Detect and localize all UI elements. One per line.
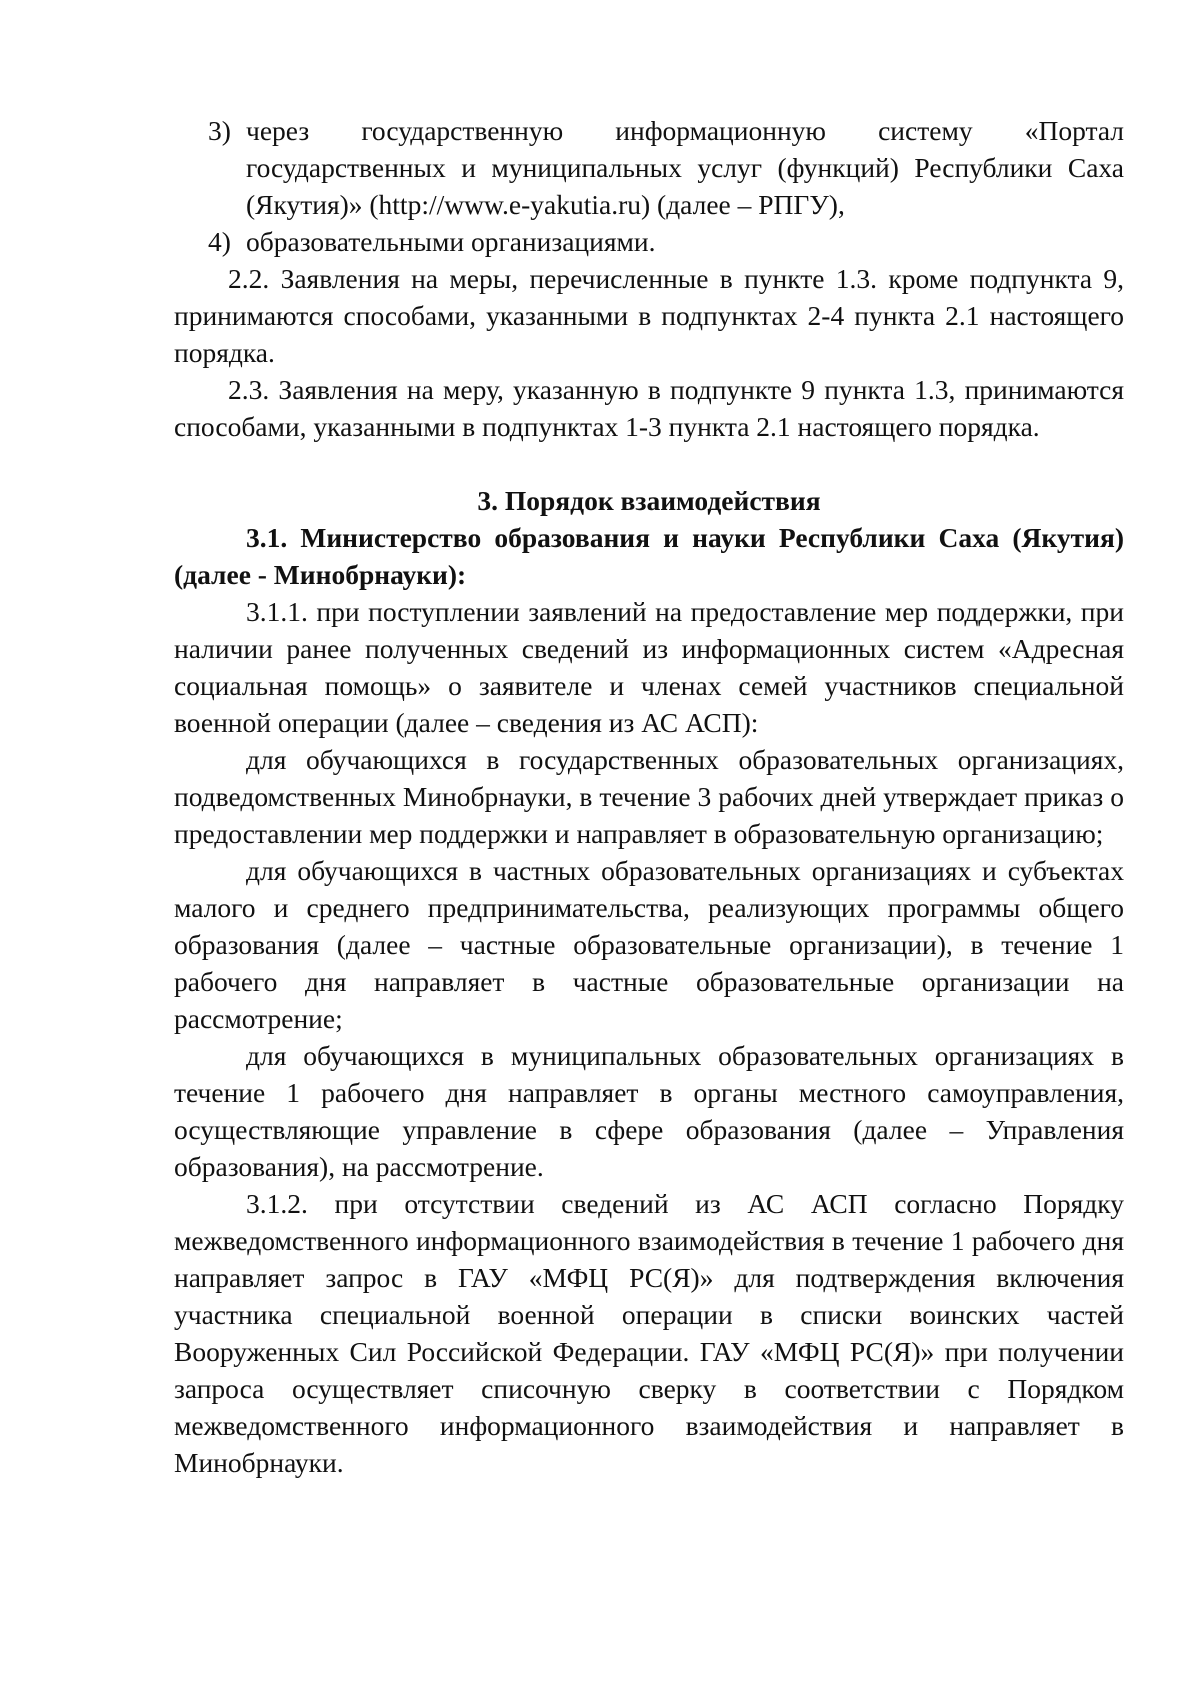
paragraph-3-1-1: 3.1.1. при поступлении заявлений на предоставление мер поддержки, при наличии ранее полученных сведений из информационных систем «Адресная социальная помощь» о заявителе и членах семей участников специальной военной операции (далее – сведения из АС АСП):	[174, 596, 1124, 738]
paragraph-private-orgs: для обучающихся в частных образовательных организациях и субъектах малого и среднего предпринимательства, реализующих программы общего образования (далее – частные образовательные организации), в течение 1 рабочего дня направляет в частные образовательные организации на рассмотрение;	[174, 855, 1124, 1034]
list-item	[174, 112, 1124, 223]
list-item-number: 4)	[208, 226, 231, 257]
paragraph-state-orgs: для обучающихся в государственных образовательных организациях, подведомственных Минобрнауки, в течение 3 рабочих дней утверждает приказ о предоставлении мер поддержки и направляет в образовательную организацию;	[174, 744, 1124, 849]
list-item-text: через государственную информационную систему «Портал государственных и муниципальных услуг (функций) Республики Саха (Якутия)» (http://www.e-yakutia.ru) (далее – РПГУ),	[246, 115, 1124, 220]
list-item-number: 3)	[208, 115, 231, 146]
paragraph-3-1-2: 3.1.2. при отсутствии сведений из АС АСП согласно Порядку межведомственного информационного взаимодействия в течение 1 рабочего дня направляет запрос в ГАУ «МФЦ РС(Я)» для подтверждения включения участника специальной военной операции в списки воинских частей Вооруженных Сил Российской Федерации. ГАУ «МФЦ РС(Я)» при получении запроса осуществляет списочную сверку в соответствии с Порядком межведомственного информационного взаимодействия и направляет в Минобрнауки.	[174, 1188, 1124, 1478]
list-item-text: образовательными организациями.	[246, 226, 656, 257]
section-subheading: 3.1. Министерство образования и науки Республики Саха (Якутия) (далее - Минобрнауки):	[174, 522, 1124, 590]
paragraph-2-3: 2.3. Заявления на меру, указанную в подпункте 9 пункта 1.3, принимаются способами, указанными в подпунктах 1-3 пункта 2.1 настоящего порядка.	[174, 374, 1124, 442]
list-item	[174, 223, 1124, 260]
document-page	[174, 112, 1124, 1481]
paragraph-2-2: 2.2. Заявления на меры, перечисленные в пункте 1.3. кроме подпункта 9, принимаются способами, указанными в подпунктах 2-4 пункта 2.1 настоящего порядка.	[174, 263, 1124, 368]
section-heading: 3. Порядок взаимодействия	[477, 485, 821, 516]
paragraph-municipal-orgs: для обучающихся в муниципальных образовательных организациях в течение 1 рабочего дня направляет в органы местного самоуправления, осуществляющие управление в сфере образования (далее – Управления образования), на рассмотрение.	[174, 1040, 1124, 1182]
